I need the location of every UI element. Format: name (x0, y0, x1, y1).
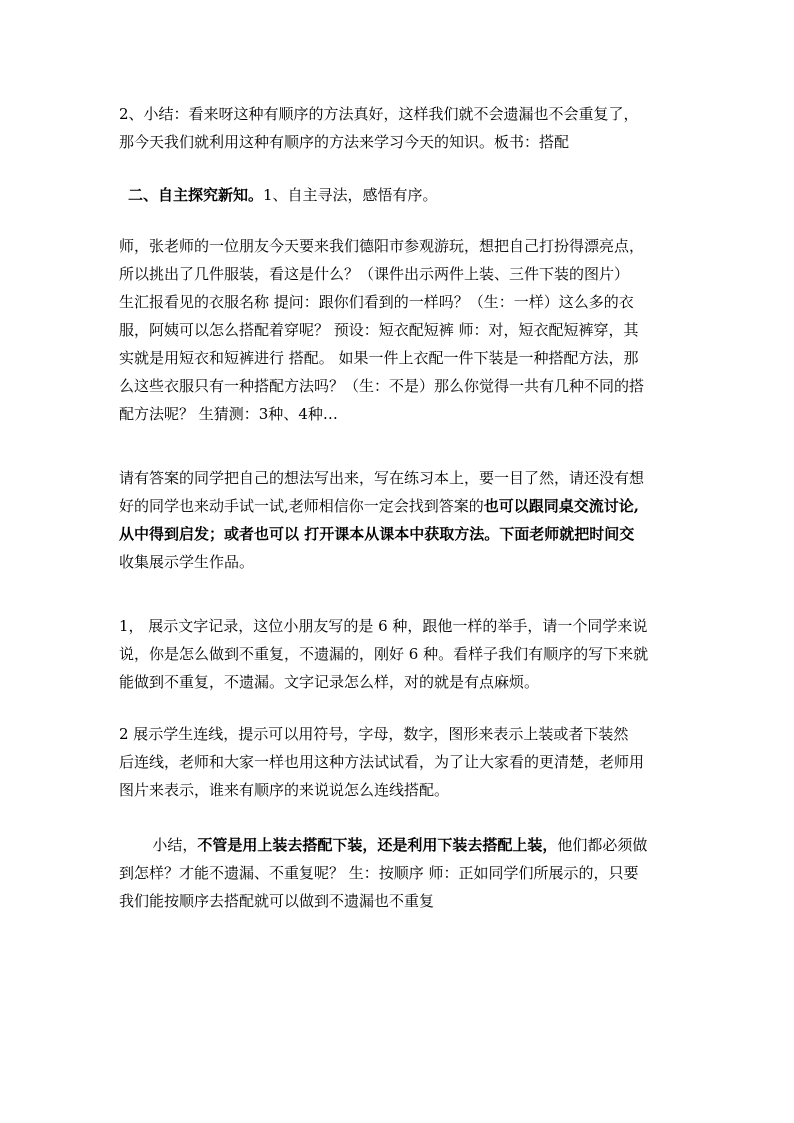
text-line (119, 492, 689, 520)
bold-line: 从中得到启发；或者也可以 打开课本从课本中获取方法。下面老师就把时间交 (119, 525, 635, 543)
text-segment: 他们都必须做 (557, 836, 648, 854)
step-one-paragraph (119, 612, 689, 696)
text-line: 后连线，老师和大家一样也用这种方法试试看，为了让大家看的更清楚，老师用 (119, 753, 645, 771)
heading-rest: 1、自主寻法，感悟有序。 (263, 186, 438, 204)
heading-line (128, 181, 698, 209)
text-line: 那今天我们就利用这种有顺序的方法来学习今天的知识。板书：搭配 (119, 133, 570, 151)
text-line: 我们能按顺序去搭配就可以做到不遗漏也不重复 (119, 892, 435, 910)
bold-segment: 也可以跟同桌交流讨论, (483, 497, 640, 515)
text-line: 师，张老师的一位朋友今天要来我们德阳市参观游玩，想把自己打扮得漂亮点， (119, 237, 645, 255)
section-heading (128, 181, 698, 209)
text-line: 能做到不重复，不遗漏。文字记录怎么样，对的就是有点麻烦。 (119, 673, 540, 691)
text-line: 收集展示学生作品。 (119, 553, 255, 571)
text-segment: 小结， (119, 836, 198, 854)
instruction-paragraph (119, 464, 689, 576)
text-line: 实就是用短衣和短裤进行 搭配。 如果一件上衣配一件下装是一种搭配方法，那 (119, 349, 639, 367)
text-line: 生汇报看见的衣服名称 提问：跟你们看到的一样吗？（生：一样）这么多的衣 (119, 293, 634, 311)
text-line: 到怎样？才能不遗漏、不重复呢？ 生：按顺序 师：正如同学们所展示的，只要 (119, 864, 639, 882)
summary-paragraph (119, 100, 689, 156)
text-line: 说，你是怎么做到不重复，不遗漏的，刚好 6 种。看样子我们有顺序的写下来就 (119, 645, 649, 663)
text-line: 2、小结：看来呀这种有顺序的方法真好，这样我们就不会遗漏也不会重复了， (119, 105, 639, 123)
text-line: 2 展示学生连线，提示可以用符号，字母，数字，图形来表示上装或者下装然 (119, 725, 629, 743)
text-line: 服，阿姨可以怎么搭配着穿呢？ 预设：短衣配短裤 师：对，短衣配短裤穿，其 (119, 321, 639, 339)
text-line: 配方法呢？ 生猜测：3种、4种… (119, 405, 338, 423)
bold-segment: 不管是用上装去搭配下装，还是利用下装去搭配上装， (197, 836, 558, 854)
text-line: 图片来表示，谁来有顺序的来说说怎么连线搭配。 (119, 781, 450, 799)
step-two-paragraph (119, 720, 689, 804)
conclusion-paragraph (119, 831, 689, 915)
heading-bold: 二、自主探究新知。 (128, 186, 264, 204)
text-line: 1， 展示文字记录，这位小朋友写的是 6 种，跟他一样的举手，请一个同学来说 (119, 617, 648, 635)
text-line: 所以挑出了几件服装，看这是什么？（课件出示两件上装、三件下装的图片） (119, 265, 630, 283)
text-line: 请有答案的同学把自己的想法写出来，写在练习本上，要一目了然，请还没有想 (119, 469, 645, 487)
text-line: 么这些衣服只有一种搭配方法吗？（生：不是）那么你觉得一共有几种不同的搭 (119, 377, 645, 395)
text-segment: 好的同学也来动手试一试,老师相信你一定会找到答案的 (119, 497, 484, 515)
teacher-dialog-paragraph (119, 232, 689, 428)
text-line (119, 831, 689, 859)
